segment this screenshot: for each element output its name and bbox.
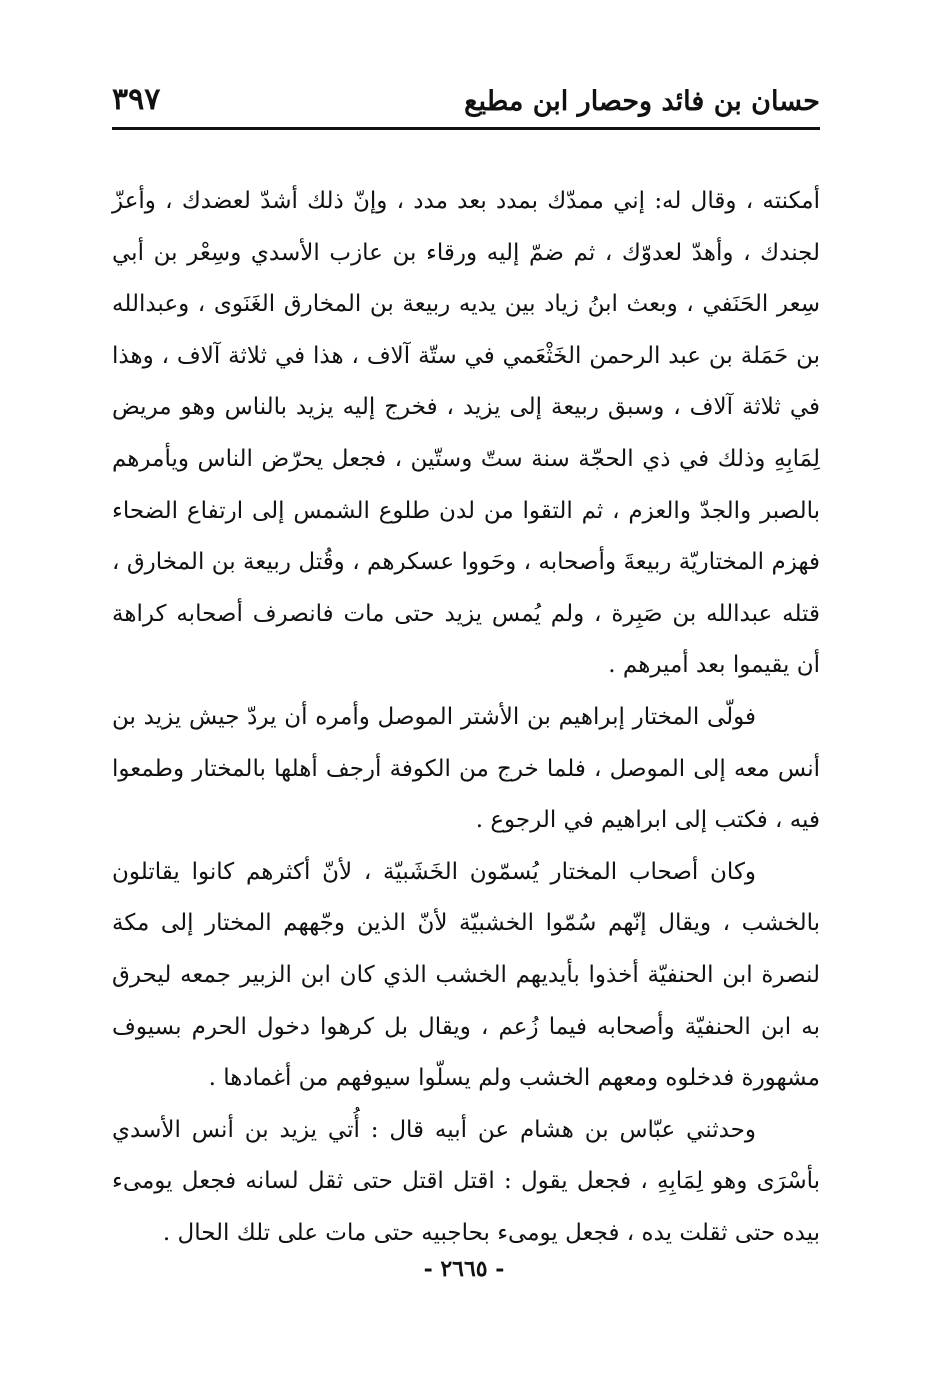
body-text [112,176,820,1259]
page-number: ٣٩٧ [112,82,161,117]
page-footer-number: - ٢٦٦٥ - [423,1256,505,1282]
paragraph-1: أمكنته ، وقال له: إني ممدّك بمدد بعد مدد ، وإنّ ذلك أشدّ لعضدك ، وأعزّ لجندك ، وأهدّ لعدوّك ، ثم ضمّ إليه ورقاء بن عازب الأسدي وسِعْر بن أبي سِعر الحَنَفي ، وبعث ابنُ زياد بين يديه ربيعة بن المخارق الغَنَوى ، وعبدالله بن حَمَلة بن عبد الرحمن الخَثْعَمي في ستّة آلاف ، هذا في ثلاثة آلاف ، وهذا في ثلاثة آلاف ، وسبق ربيعة إلى يزيد ، فخرج إليه يزيد بالناس وهو مريض لِمَابِهِ وذلك في ذي الحجّة سنة ستّ وستّين ، فجعل يحرّض الناس ويأمرهم بالصبر والجدّ والعزم ، ثم التقوا من لدن طلوع الشمس إلى ارتفاع الضحاء فهزم المختاريّة ربيعةَ وأصحابه ، وحَووا عسكرهم ، وقُتل ربيعة بن المخارق ، قتله عبدالله بن صَبِرة ، ولم يُمس يزيد حتى مات فانصرف أصحابه كراهة أن يقيموا بعد أميرهم . [112,188,820,679]
paragraph-4: وحدثني عبّاس بن هشام عن أبيه قال : أُتي يزيد بن أنس الأسدي بأسْرَى وهو لِمَابِهِ ، فجعل يقول : اقتل اقتل حتى ثقل لسانه فجعل يومىء بيده حتى ثقلت يده ، فجعل يومىء بحاجبيه حتى مات على تلك الحال . [112,1116,820,1246]
paragraph-2: فولّى المختار إبراهيم بن الأشتر الموصل وأمره أن يردّ جيش يزيد بن أنس معه إلى الموصل ، فلما خرج من الكوفة أرجف أهلها بالمختار وطمعوا فيه ، فكتب إلى ابراهيم في الرجوع . [112,703,820,834]
running-title: حسان بن فائد وحصار ابن مطيع [464,86,820,117]
paragraph-3: وكان أصحاب المختار يُسمّون الخَشَبيّة ، لأنّ أكثرهم كانوا يقاتلون بالخشب ، ويقال إنّهم سُمّوا الخشبيّة لأنّ الذين وجّههم المختار إلى مكة لنصرة ابن الحنفيّة أخذوا بأيديهم الخشب الذي كان ابن الزبير جمعه ليحرق به ابن الحنفيّة وأصحابه فيما زُعم ، ويقال بل كرهوا دخول الحرم بسيوف مشهورة فدخلوه ومعهم الخشب ولم يسلّوا سيوفهم من أغمادها . [112,858,820,1092]
header-divider [112,127,820,130]
page-header [112,80,820,128]
